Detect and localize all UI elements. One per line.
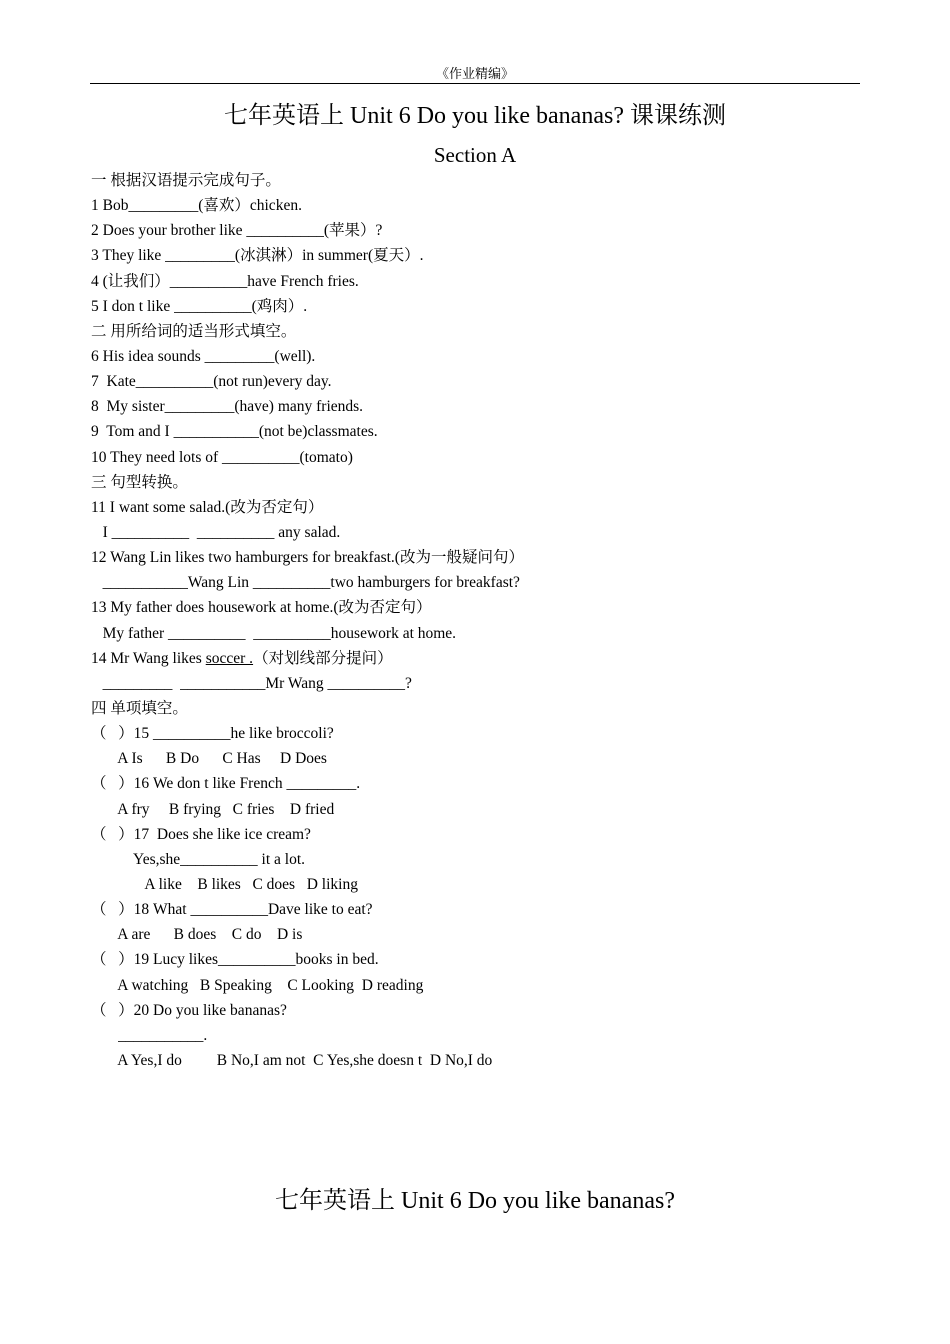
question-line: （ ）17 Does she like ice cream? bbox=[91, 825, 311, 843]
worksheet-body bbox=[91, 168, 861, 1073]
question-line: 10 They need lots of __________(tomato) bbox=[91, 448, 353, 466]
options-line: A Yes,I do B No,I am not C Yes,she doesn t D No,I do bbox=[91, 1051, 493, 1069]
answer-line: I __________ __________ any salad. bbox=[91, 523, 341, 541]
question-line: 2 Does your brother like __________(苹果）? bbox=[91, 222, 383, 240]
page-header: 《作业精编》 bbox=[435, 66, 514, 81]
section-heading: 一 根据汉语提示完成句子。 bbox=[91, 172, 281, 189]
question-instruction: （对划线部分提问） bbox=[253, 649, 393, 667]
question-line: 3 They like _________(冰淇淋）in summer(夏天）. bbox=[91, 247, 424, 265]
next-worksheet-title: 七年英语上 Unit 6 Do you like bananas? bbox=[275, 1188, 675, 1214]
options-line: A fry B frying C fries D fried bbox=[91, 800, 335, 818]
question-line: （ ）15 __________he like broccoli? bbox=[91, 725, 334, 743]
question-line: 4 (让我们）__________have French fries. bbox=[91, 272, 359, 290]
answer-line: ___________. bbox=[91, 1026, 208, 1044]
question-line: Yes,she__________ it a lot. bbox=[91, 850, 305, 868]
options-line: A watching B Speaking C Looking D reading bbox=[91, 976, 424, 994]
question-line: 7 Kate__________(not run)every day. bbox=[91, 373, 332, 391]
options-line: A Is B Do C Has D Does bbox=[91, 750, 327, 768]
question-line: 9 Tom and I ___________(not be)classmates. bbox=[91, 423, 378, 441]
section-heading: 四 单项填空。 bbox=[91, 699, 188, 717]
answer-line: ___________Wang Lin __________two hamburgers for breakfast? bbox=[91, 574, 520, 592]
answer-line: _________ ___________Mr Wang __________? bbox=[91, 674, 412, 692]
options-line: A are B does C do D is bbox=[91, 926, 303, 944]
header-divider bbox=[90, 83, 860, 84]
section-title: Section A bbox=[433, 143, 517, 167]
question-line: 13 My father does housework at home.(改为否定句） bbox=[91, 599, 432, 617]
answer-line: My father __________ __________housework at home. bbox=[91, 624, 457, 642]
question-line: 6 His idea sounds _________(well). bbox=[91, 347, 316, 365]
question-line: 12 Wang Lin likes two hamburgers for breakfast.(改为一般疑问句） bbox=[91, 549, 524, 567]
question-line bbox=[91, 646, 861, 671]
question-line: 11 I want some salad.(改为否定句） bbox=[91, 498, 324, 516]
worksheet-title: 七年英语上 Unit 6 Do you like bananas? 课课练测 bbox=[224, 103, 726, 129]
question-line: 1 Bob_________(喜欢）chicken. bbox=[91, 197, 302, 215]
question-line: （ ）18 What __________Dave like to eat? bbox=[91, 901, 373, 919]
underlined-word: soccer . bbox=[205, 649, 254, 667]
question-text: 14 Mr Wang likes bbox=[91, 649, 206, 667]
section-heading: 三 句型转换。 bbox=[91, 473, 188, 491]
question-line: 5 I don t like __________(鸡肉）. bbox=[91, 297, 308, 315]
question-line: （ ）19 Lucy likes__________books in bed. bbox=[91, 951, 379, 969]
question-line: 8 My sister_________(have) many friends. bbox=[91, 398, 364, 416]
section-heading: 二 用所给词的适当形式填空。 bbox=[91, 322, 297, 340]
question-line: （ ）20 Do you like bananas? bbox=[91, 1001, 287, 1019]
question-line: （ ）16 We don t like French _________. bbox=[91, 775, 361, 793]
options-line: A like B likes C does D liking bbox=[91, 875, 358, 893]
